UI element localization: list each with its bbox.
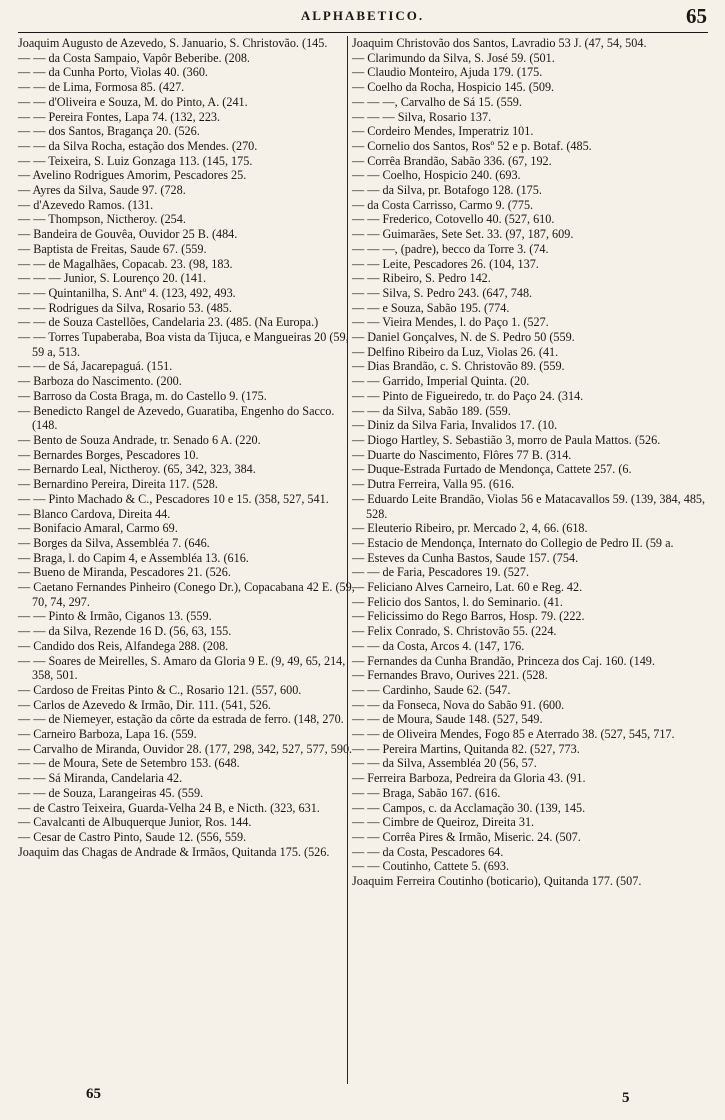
directory-entry: — Benedicto Rangel de Azevedo, Guaratiba, Engenho do Sacco. (148. bbox=[18, 403, 335, 433]
directory-entry: — — Sá Miranda, Candelaria 42. bbox=[18, 771, 183, 786]
directory-entry: — Duque-Estrada Furtado de Mendonça, Cattete 257. (6. bbox=[352, 462, 632, 477]
directory-entry: — — Coelho, Hospicio 240. (693. bbox=[352, 168, 521, 183]
directory-entry: — — de Faria, Pescadores 19. (527. bbox=[352, 565, 530, 580]
directory-entry: — Estacio de Mendonça, Internato do Collegio de Pedro II. (59 a. bbox=[352, 535, 674, 550]
directory-entry: — — Rodrigues da Silva, Rosario 53. (485. bbox=[18, 300, 232, 315]
directory-entry: — — da Costa, Arcos 4. (147, 176. bbox=[352, 638, 525, 653]
column-divider bbox=[347, 36, 348, 1084]
directory-entry: — Bento de Souza Andrade, tr. Senado 6 A. (220. bbox=[18, 432, 261, 447]
directory-entry: — — Pereira Martins, Quitanda 82. (527, 773. bbox=[352, 741, 580, 756]
directory-entry: — — Coutinho, Cattete 5. (693. bbox=[352, 859, 510, 874]
directory-entry: — Bernardino Pereira, Direita 117. (528. bbox=[18, 477, 218, 492]
directory-entry: — — Braga, Sabão 167. (616. bbox=[352, 785, 501, 800]
directory-entry: — — de Moura, Sete de Setembro 153. (648. bbox=[18, 756, 240, 771]
directory-entry: — — Cardinho, Saude 62. (547. bbox=[352, 682, 511, 697]
directory-entry: Joaquim das Chagas de Andrade & Irmãos, Quitanda 175. (526. bbox=[18, 844, 330, 859]
directory-entry: — Esteves da Cunha Bastos, Saude 157. (754. bbox=[352, 550, 579, 565]
directory-entry: — d'Azevedo Ramos. (131. bbox=[18, 197, 154, 212]
directory-entry: — — —, Carvalho de Sá 15. (559. bbox=[352, 94, 522, 109]
directory-entry: — — dos Santos, Bragança 20. (526. bbox=[18, 124, 200, 139]
directory-entry: — Blanco Cardova, Direita 44. bbox=[18, 506, 171, 521]
directory-entry: — Bueno de Miranda, Pescadores 21. (526. bbox=[18, 565, 231, 580]
directory-entry: — Bonifacio Amaral, Carmo 69. bbox=[18, 521, 178, 536]
directory-entry: — — Garrido, Imperial Quinta. (20. bbox=[352, 374, 530, 389]
directory-entry: — — da Silva, pr. Botafogo 128. (175. bbox=[352, 183, 542, 198]
directory-entry: Joaquim Ferreira Coutinho (boticario), Quitanda 177. (507. bbox=[352, 874, 642, 889]
directory-entry: — Braga, l. do Capim 4, e Assembléa 13. (616. bbox=[18, 550, 249, 565]
directory-entry: — Diogo Hartley, S. Sebastião 3, morro de Paula Mattos. (526. bbox=[352, 432, 661, 447]
directory-entry: — — da Silva, Sabão 189. (559. bbox=[352, 403, 511, 418]
directory-entry: — — — Junior, S. Lourenço 20. (141. bbox=[18, 271, 207, 286]
directory-entry: — — Pereira Fontes, Lapa 74. (132, 223. bbox=[18, 109, 221, 124]
header-rule bbox=[18, 32, 708, 33]
directory-entry: — — de Oliveira Mendes, Fogo 85 e Aterrado 38. (527, 545, 717. bbox=[352, 727, 675, 742]
directory-entry: — Ayres da Silva, Saude 97. (728. bbox=[18, 183, 186, 198]
directory-entry: — Cavalcanti de Albuquerque Junior, Ros. 144. bbox=[18, 815, 252, 830]
directory-entry: — Carlos de Azevedo & Irmão, Dir. 111. (541, 526. bbox=[18, 697, 271, 712]
directory-entry: — — Leite, Pescadores 26. (104, 137. bbox=[352, 256, 539, 271]
directory-entry: — — Quintanilha, S. Antº 4. (123, 492, 493. bbox=[18, 285, 236, 300]
directory-entry: — Bandeira de Gouvêa, Ouvidor 25 B. (484. bbox=[18, 227, 238, 242]
directory-entry: — Borges da Silva, Assembléa 7. (646. bbox=[18, 535, 210, 550]
directory-entry: — — —, (padre), becco da Torre 3. (74. bbox=[352, 241, 549, 256]
directory-entry: — Bernardes Borges, Pescadores 10. bbox=[18, 447, 199, 462]
footer-signature-right: 5 bbox=[622, 1090, 630, 1106]
directory-entry: — — de Souza Castellões, Candelaria 23. (485. (Na Europa.) bbox=[18, 315, 319, 330]
directory-entry: Joaquim Christovão dos Santos, Lavradio 53 J. (47, 54, 504. bbox=[352, 36, 647, 50]
directory-entry: — — Silva, S. Pedro 243. (647, 748. bbox=[352, 285, 533, 300]
directory-entry: — — e Souza, Sabão 195. (774. bbox=[352, 300, 510, 315]
directory-entry: — — da Fonseca, Nova do Sabão 91. (600. bbox=[352, 697, 565, 712]
directory-entry: — — de Niemeyer, estação da côrte da estrada de ferro. (148, 270. bbox=[18, 712, 344, 727]
directory-entry: — — Thompson, Nictheroy. (254. bbox=[18, 212, 186, 227]
directory-entry: — Delfino Ribeiro da Luz, Violas 26. (41. bbox=[352, 344, 559, 359]
directory-entry: — — Pinto Machado & C., Pescadores 10 e 15. (358, 527, 541. bbox=[18, 491, 329, 506]
directory-entry: — — Pinto de Figueiredo, tr. do Paço 24. (314. bbox=[352, 388, 584, 403]
directory-entry: — da Costa Carrisso, Carmo 9. (775. bbox=[352, 197, 534, 212]
directory-entry: — — Frederico, Cotovello 40. (527, 610. bbox=[352, 212, 555, 227]
directory-entry: — Barroso da Costa Braga, m. do Castello 9. (175. bbox=[18, 388, 267, 403]
directory-entry: — Bernardo Leal, Nictheroy. (65, 342, 323, 384. bbox=[18, 462, 256, 477]
directory-entry: — Corrêa Brandão, Sabão 336. (67, 192. bbox=[352, 153, 552, 168]
directory-entry: Joaquim Augusto de Azevedo, S. Januario, S. Christovão. (145. bbox=[18, 36, 328, 50]
directory-entry: — Felicio dos Santos, l. do Seminario. (41. bbox=[352, 594, 563, 609]
directory-entry: — Dias Brandão, c. S. Christovão 89. (559. bbox=[352, 359, 565, 374]
directory-entry: — Felix Conrado, S. Christovão 55. (224. bbox=[352, 624, 557, 639]
directory-entry: — Fernandes da Cunha Brandão, Princeza dos Caj. 160. (149. bbox=[352, 653, 655, 668]
footer-signature-left: 65 bbox=[86, 1086, 101, 1102]
directory-entry: — Feliciano Alves Carneiro, Lat. 60 e Reg. 42. bbox=[352, 580, 583, 595]
directory-entry: — — de Magalhães, Copacab. 23. (98, 183. bbox=[18, 256, 233, 271]
directory-entry: — Baptista de Freitas, Saude 67. (559. bbox=[18, 241, 207, 256]
directory-entry: — — de Moura, Saude 148. (527, 549. bbox=[352, 712, 543, 727]
directory-entry: — — Teixeira, S. Luiz Gonzaga 113. (145, 175. bbox=[18, 153, 253, 168]
directory-entry: — Avelino Rodrigues Amorim, Pescadores 25. bbox=[18, 168, 247, 183]
directory-entry: — — Corrêa Pires & Irmão, Miseric. 24. (507. bbox=[352, 829, 581, 844]
directory-entry: — Barboza do Nascimento. (200. bbox=[18, 374, 182, 389]
directory-entry: — de Castro Teixeira, Guarda-Velha 24 B, e Nicth. (323, 631. bbox=[18, 800, 320, 815]
directory-entry: — Ferreira Barboza, Pedreira da Gloria 43. (91. bbox=[352, 771, 586, 786]
directory-entry: — — d'Oliveira e Souza, M. do Pinto, A. (241. bbox=[18, 94, 248, 109]
directory-entry: — — Campos, c. da Acclamação 30. (139, 145. bbox=[352, 800, 586, 815]
directory-entry: — — de Sá, Jacarepaguá. (151. bbox=[18, 359, 173, 374]
directory-entry: — — da Costa, Pescadores 64. bbox=[352, 844, 504, 859]
left-column bbox=[18, 36, 358, 859]
directory-entry: — Cornelio dos Santos, Rosº 52 e p. Botaf. (485. bbox=[352, 138, 592, 153]
directory-entry: — — da Costa Sampaio, Vapôr Beberibe. (208. bbox=[18, 50, 250, 65]
directory-entry: — — Vieira Mendes, l. do Paço 1. (527. bbox=[352, 315, 549, 330]
directory-entry: — Cordeiro Mendes, Imperatriz 101. bbox=[352, 124, 534, 139]
directory-entry: — — da Silva Rocha, estação dos Mendes. (270. bbox=[18, 138, 258, 153]
directory-entry: — Cardoso de Freitas Pinto & C., Rosario 121. (557, 600. bbox=[18, 682, 302, 697]
directory-entry: — Eduardo Leite Brandão, Violas 56 e Matacavallos 59. (139, 384, 485, 528. bbox=[352, 491, 706, 521]
directory-entry: — Dutra Ferreira, Valla 95. (616. bbox=[352, 477, 515, 492]
directory-entry: — — Soares de Meirelles, S. Amaro da Gloria 9 E. (9, 49, 65, 214, 358, 501. bbox=[18, 653, 346, 683]
directory-entry: — — da Cunha Porto, Violas 40. (360. bbox=[18, 65, 208, 80]
directory-entry: — Felicissimo do Rego Barros, Hosp. 79. (222. bbox=[352, 609, 585, 624]
directory-entry: — Cesar de Castro Pinto, Saude 12. (556, 559. bbox=[18, 829, 247, 844]
page-title: ALPHABETICO. bbox=[300, 8, 425, 23]
right-column bbox=[352, 36, 707, 889]
directory-entry: — — de Souza, Larangeiras 45. (559. bbox=[18, 785, 204, 800]
page-number: 65 bbox=[686, 4, 707, 28]
directory-entry: — — Torres Tupaberaba, Boa vista da Tijuca, e Mangueiras 20 (59, 59 a, 513. bbox=[18, 330, 349, 359]
directory-entry: — — — Silva, Rosario 137. bbox=[352, 109, 492, 124]
directory-entry: — — Guimarães, Sete Set. 33. (97, 187, 609. bbox=[352, 227, 574, 242]
directory-entry: — Eleuterio Ribeiro, pr. Mercado 2, 4, 66. (618. bbox=[352, 521, 588, 536]
directory-entry: — Carvalho de Miranda, Ouvidor 28. (177, 298, 342, 527, 577, 590. bbox=[18, 741, 353, 756]
directory-entry: — Carneiro Barboza, Lapa 16. (559. bbox=[18, 727, 197, 742]
directory-entry: — Caetano Fernandes Pinheiro (Conego Dr.), Copacabana 42 E. (59, 70, 74, 297. bbox=[18, 580, 355, 609]
directory-entry: — Fernandes Bravo, Ourives 221. (528. bbox=[352, 668, 548, 683]
directory-entry: — — Ribeiro, S. Pedro 142. bbox=[352, 271, 491, 286]
directory-entry: — Diniz da Silva Faria, Invalidos 17. (10. bbox=[352, 418, 558, 433]
directory-entry: — Duarte do Nascimento, Flôres 77 B. (314. bbox=[352, 447, 572, 462]
directory-entry: — — Pinto & Irmão, Ciganos 13. (559. bbox=[18, 609, 212, 624]
directory-entry: — Candido dos Reis, Alfandega 288. (208. bbox=[18, 638, 229, 653]
directory-entry: — — Cimbre de Queiroz, Direita 31. bbox=[352, 815, 535, 830]
directory-entry: — Claudio Monteiro, Ajuda 179. (175. bbox=[352, 65, 543, 80]
directory-entry: — — da Silva, Rezende 16 D. (56, 63, 155. bbox=[18, 624, 232, 639]
page-header bbox=[0, 4, 725, 30]
directory-entry: — — de Lima, Formosa 85. (427. bbox=[18, 80, 185, 95]
directory-entry: — Coelho da Rocha, Hospicio 145. (509. bbox=[352, 80, 555, 95]
directory-entry: — Clarimundo da Silva, S. José 59. (501. bbox=[352, 50, 555, 65]
directory-entry: — Daniel Gonçalves, N. de S. Pedro 50 (559. bbox=[352, 330, 575, 345]
directory-entry: — — da Silva, Assembléa 20 (56, 57. bbox=[352, 756, 537, 771]
